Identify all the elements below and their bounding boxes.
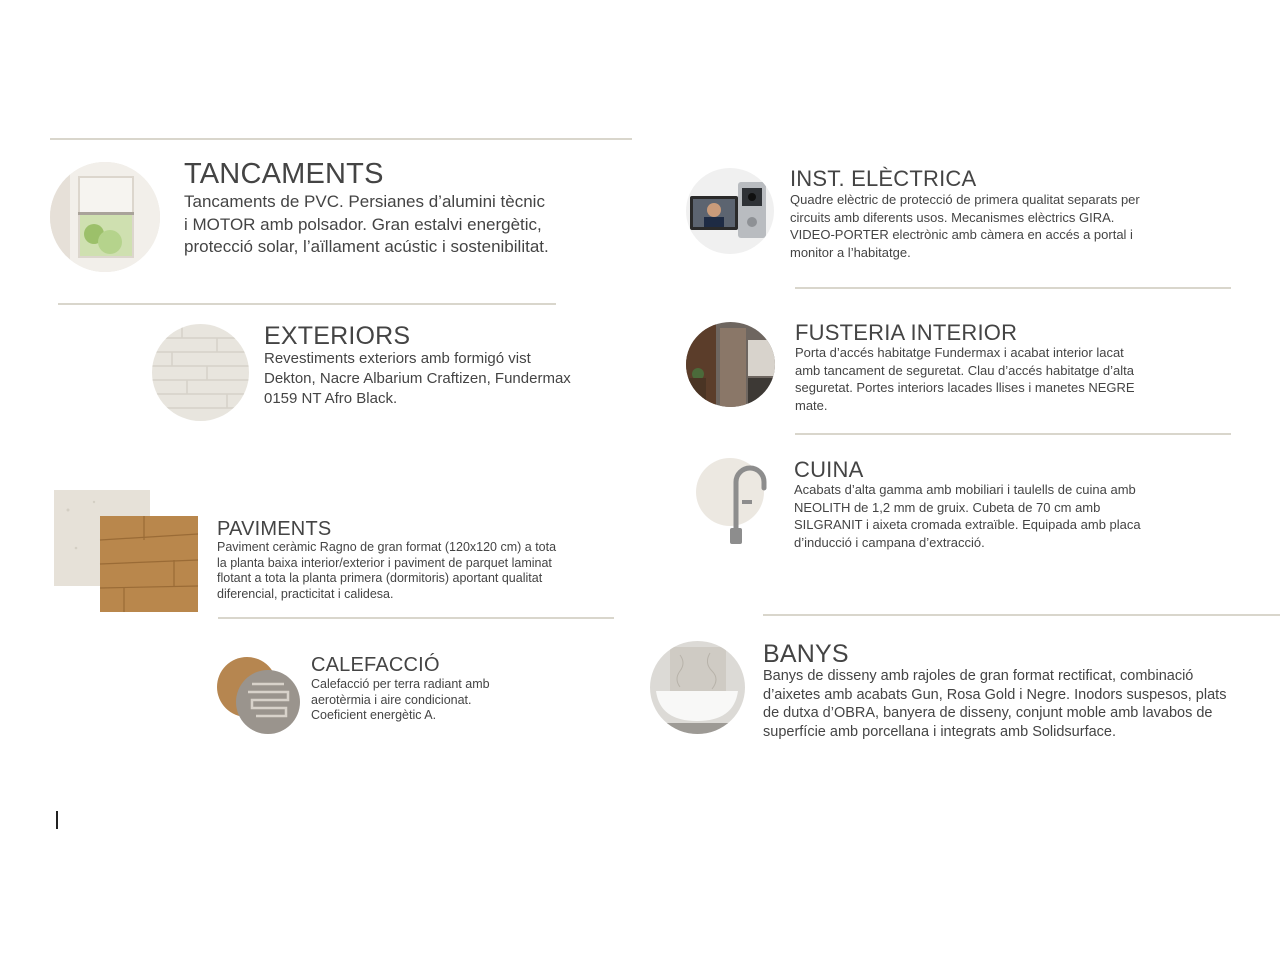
exteriors-title: EXTERIORS [264,322,411,350]
divider-fusteria [795,433,1231,435]
stone-texture-icon [152,324,249,421]
calefaccio-title: CALEFACCIÓ [311,654,440,676]
tancaments-text: Tancaments de PVC. Persianes d’alumini tècnic i MOTOR amb polsador. Gran estalvi energètic, protecció solar, l’aïllament acústic i sostenibilitat. [184,192,549,256]
text-cursor [56,811,58,829]
floor-samples-icon [54,490,198,612]
paviments-title: PAVIMENTS [217,518,332,540]
underfloor-heating-icon [216,654,300,736]
window-blind-icon [50,162,160,272]
divider-electrica [795,287,1231,289]
divider-tancaments [58,303,556,305]
cuina-title: CUINA [794,457,864,482]
kitchen-faucet-icon [686,458,776,548]
exteriors-text: Revestiments exteriors amb formigó vist Dekton, Nacre Albarium Craftizen, Fundermax 0159 NT Afro Black. [264,350,571,407]
divider-top-left [50,138,632,140]
fusteria-title: FUSTERIA INTERIOR [795,320,1018,345]
divider-paviments [218,617,614,619]
divider-cuina [763,614,1280,616]
video-intercom-icon [686,168,774,254]
bathtub-icon [650,641,745,734]
banys-title: BANYS [763,640,849,668]
electrica-title: INST. ELÈCTRICA [790,166,977,191]
banys-text: Banys de disseny amb rajoles de gran format rectificat, combinació d’aixetes amb acabats Gun, Rosa Gold i Negre. Inodors suspesos, plats de dutxa d’OBRA, banyera de disseny, conjunt moble amb lavabos de superfície amb porcellana i integrats amb Solidsurface. [763,668,1227,740]
electrica-text: Quadre elèctric de protecció de primera qualitat separats per circuits amb diferents usos. Mecanismes elèctrics GIRA. VIDEO-PORTER electrònic amb càmera en accés a portal i monitor a l’habitatge. [790,192,1140,260]
fusteria-text: Porta d’accés habitatge Fundermax i acabat interior lacat amb tancament de seguretat. Clau d’accés habitatge d’alta seguretat. Portes interiors lacades llises i manetes NEGRE mate. [795,345,1135,413]
calefaccio-text: Calefacció per terra radiant amb aerotèrmia i aire condicionat. Coeficient energètic A. [311,677,490,722]
paviments-text: Paviment ceràmic Ragno de gran format (120x120 cm) a tota la planta baixa interior/exterior i paviment de parquet laminat flotant a tota la planta primera (dormitoris) aportant qualitat diferencial, practicitat i calidesa. [217,540,557,601]
door-icon [686,322,775,407]
cuina-text: Acabats d’alta gamma amb mobiliari i taulells de cuina amb NEOLITH de 1,2 mm de gruix. Cubeta de 70 cm amb SILGRANIT i aixeta cromada extraïble. Equipada amb placa d’inducció i campana d’extracció. [794,482,1141,550]
tancaments-title: TANCAMENTS [184,158,384,190]
